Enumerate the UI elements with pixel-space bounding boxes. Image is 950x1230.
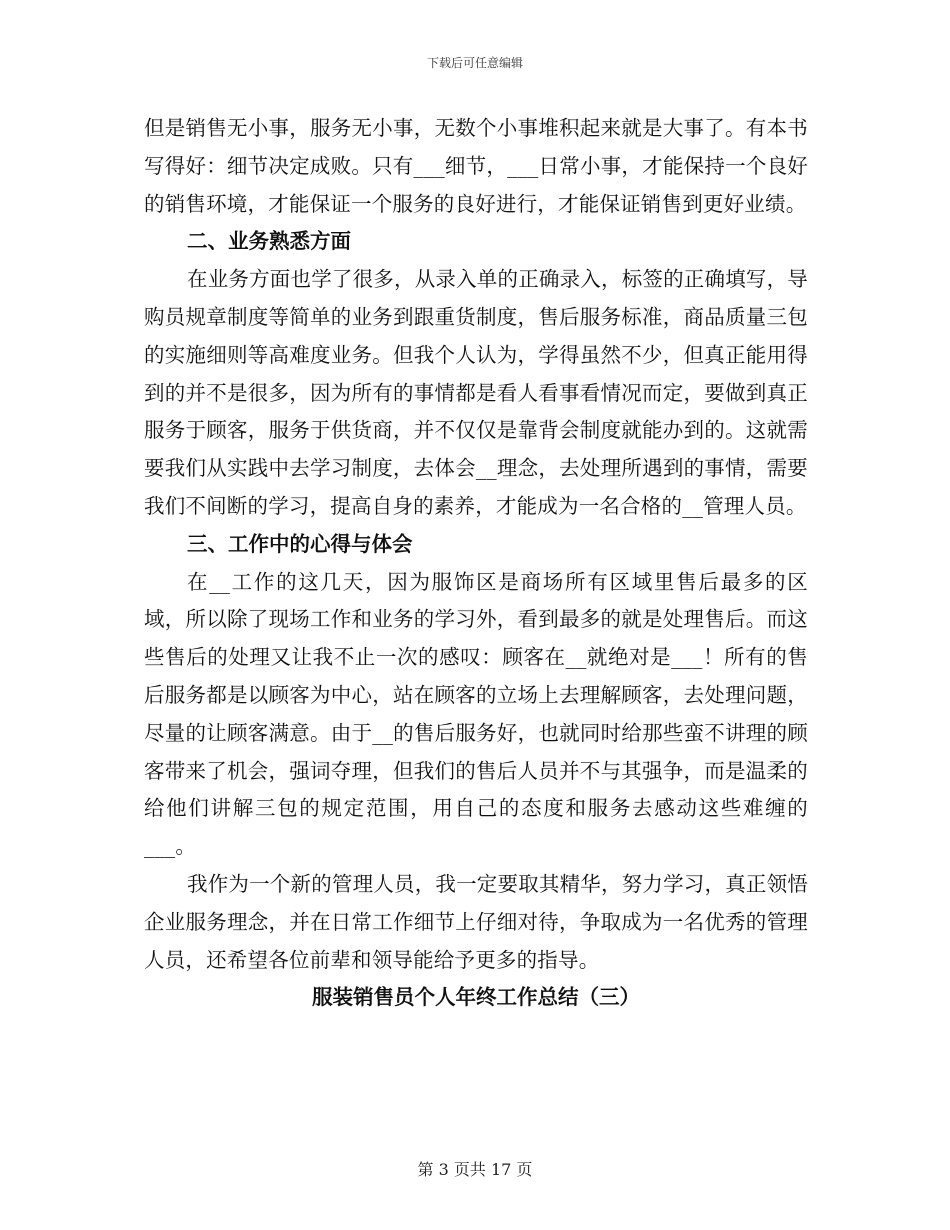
section-heading-3: 三、工作中的心得与体会	[187, 531, 413, 556]
page-header: 下载后可任意编辑	[426, 56, 523, 70]
page-number: 第 3 页共 17 页	[417, 1160, 533, 1179]
paragraph-1: 但是销售无小事，服务无小事，无数个小事堆积起来就是大事了。有本书写得好：细节决定成败。只有___细节，___日常小事，才能保持一个良好的销售环境，才能保证一个服务的良好进行，才能保证销售到更好业绩。	[144, 116, 808, 216]
paragraph-2: 在业务方面也学了很多，从录入单的正确录入，标签的正确填写，导购员规章制度等简单的业务到跟重货制度，售后服务标准，商品质量三包的实施细则等高难度业务。但我个人认为，学得虽然不少，但真正能用得到的并不是很多，因为所有的事情都是看人看事看情况而定，要做到真正服务于顾客，服务于供货商，并不仅仅是靠背会制度就能办到的。这就需要我们从实践中去学习制度，去体会__理念，去处理所遇到的事情，需要我们不间断的学习，提高自身的素养，才能成为一名合格的__管理人员。	[144, 267, 808, 518]
paragraph-3: 在__工作的这几天，因为服饰区是商场所有区域里售后最多的区域，所以除了现场工作和业务的学习外，看到最多的就是处理售后。而这些售后的处理又让我不止一次的感叹：顾客在__就绝对是___！所有的售后服务都是以顾客为中心，站在顾客的立场上去理解顾客，去处理问题，尽量的让顾客满意。由于__的售后服务好，也就同时给那些蛮不讲理的顾客带来了机会，强词夺理，但我们的售后人员并不与其强争，而是温柔的给他们讲解三包的规定范围，用自己的态度和服务去感动这些难缠的___。	[144, 569, 808, 859]
section-heading-2: 二、业务熟悉方面	[187, 229, 351, 254]
next-section-title: 服装销售员个人年终工作总结（三）	[312, 985, 640, 1010]
document-body	[144, 110, 808, 1017]
paragraph-4: 我作为一个新的管理人员，我一定要取其精华，努力学习，真正领悟企业服务理念，并在日常工作细节上仔细对待，争取成为一名优秀的管理人员，还希望各位前辈和领导能给予更多的指导。	[144, 871, 808, 972]
